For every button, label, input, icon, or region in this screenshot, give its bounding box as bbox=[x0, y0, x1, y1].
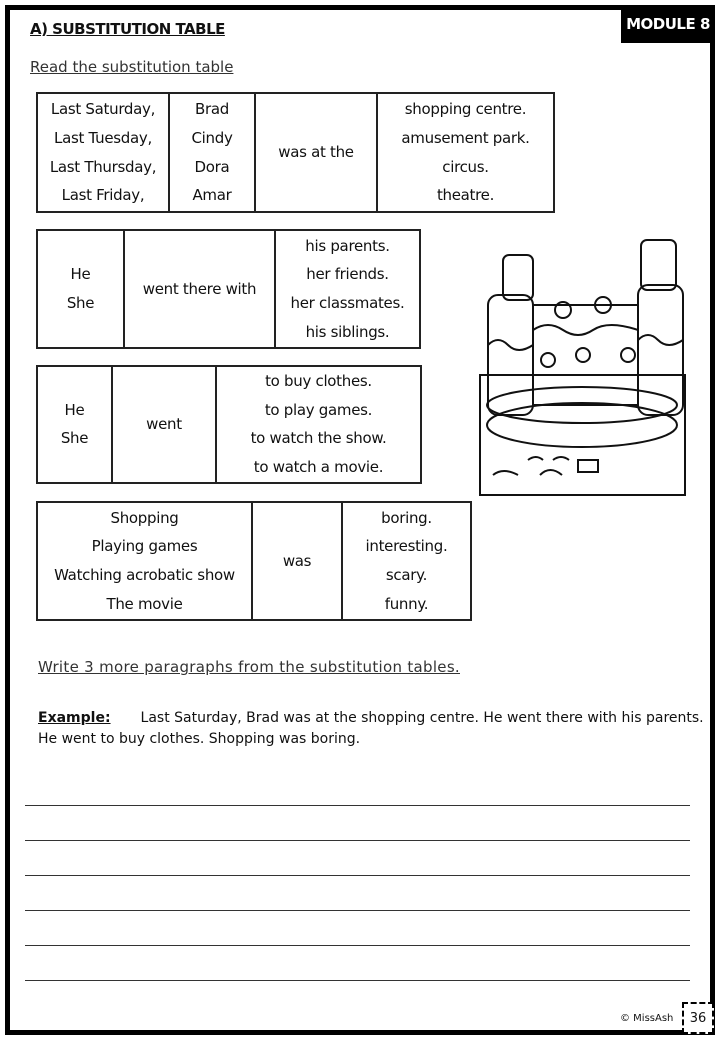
companion-column: his parents. her friends. her classmates. his siblings. bbox=[275, 230, 420, 348]
writing-line[interactable] bbox=[25, 840, 690, 841]
writing-instruction: Write 3 more paragraphs from the substitution tables. bbox=[38, 658, 460, 676]
purpose-column: to buy clothes. to play games. to watch the show. to watch a movie. bbox=[216, 366, 421, 483]
writing-line[interactable] bbox=[25, 910, 690, 911]
module-badge: MODULE 8 bbox=[621, 5, 715, 43]
substitution-table-1 bbox=[36, 92, 555, 213]
writing-line[interactable] bbox=[25, 980, 690, 981]
bouncy-castle-illustration bbox=[478, 235, 690, 497]
example-paragraph bbox=[38, 708, 708, 750]
page-number: 36 bbox=[682, 1002, 714, 1034]
adjective-column: boring. interesting. scary. funny. bbox=[342, 502, 471, 620]
example-text: Last Saturday, Brad was at the shopping centre. He went there with his parents. He went to buy clothes. Shopping was boring. bbox=[38, 710, 704, 747]
writing-line[interactable] bbox=[25, 875, 690, 876]
substitution-table-3 bbox=[36, 365, 422, 484]
substitution-table-4 bbox=[36, 501, 472, 621]
place-column: shopping centre. amusement park. circus. theatre. bbox=[377, 93, 554, 212]
verb-column: was at the bbox=[255, 93, 377, 212]
verb-column: was bbox=[252, 502, 342, 620]
verb-column: went bbox=[112, 366, 216, 483]
section-title: A) SUBSTITUTION TABLE bbox=[30, 20, 225, 38]
copyright: © MissAsh bbox=[620, 1013, 674, 1024]
writing-line[interactable] bbox=[25, 805, 690, 806]
time-column: Last Saturday, Last Tuesday, Last Thursday, Last Friday, bbox=[37, 93, 169, 212]
name-column: Brad Cindy Dora Amar bbox=[169, 93, 255, 212]
writing-line[interactable] bbox=[25, 945, 690, 946]
substitution-table-2 bbox=[36, 229, 421, 349]
activity-column: Shopping Playing games Watching acrobatic show The movie bbox=[37, 502, 252, 620]
example-label: Example: bbox=[38, 710, 111, 726]
pronoun-column: He She bbox=[37, 366, 112, 483]
subtitle: Read the substitution table bbox=[30, 58, 234, 76]
verb-column: went there with bbox=[124, 230, 275, 348]
pronoun-column: He She bbox=[37, 230, 124, 348]
